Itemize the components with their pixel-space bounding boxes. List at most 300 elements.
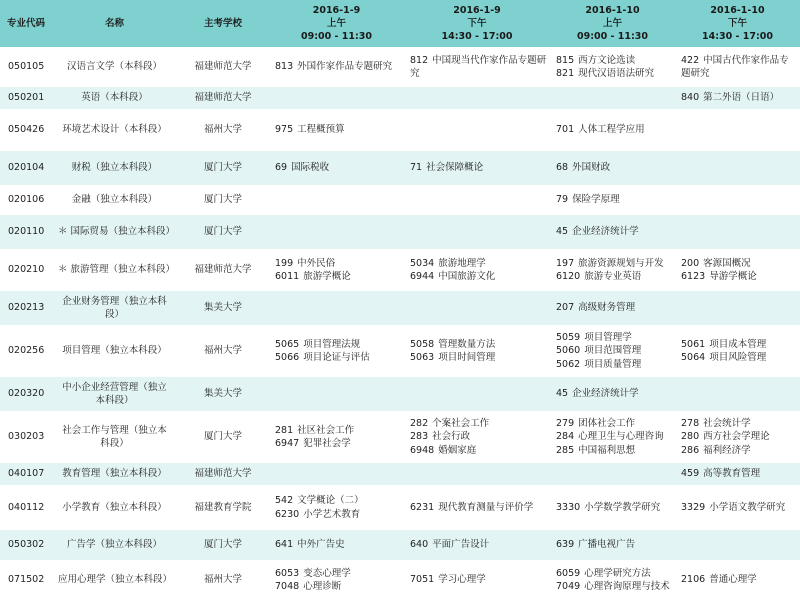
session-cell <box>269 325 404 377</box>
course-title: 保险学原理 <box>572 194 620 206</box>
session-cell <box>269 109 404 151</box>
session-cell <box>404 249 550 291</box>
course-entry <box>556 67 673 81</box>
course-title: 旅游专业英语 <box>584 271 642 282</box>
course-number: 6947 <box>275 438 300 449</box>
course-number: 5063 <box>410 352 435 363</box>
session-cell <box>550 463 675 485</box>
session-date: 2016-1-10 <box>585 5 640 16</box>
course-title: 项目管理学 <box>584 331 632 343</box>
major-name: 汉语言文学（本科段） <box>52 47 177 87</box>
course-entry <box>556 301 673 315</box>
course-number: 199 <box>275 257 294 269</box>
course-entry <box>556 430 673 444</box>
session-cell <box>550 109 675 151</box>
session-cell <box>675 249 800 291</box>
major-code: 050426 <box>0 109 52 151</box>
school-name: 厦门大学 <box>177 215 269 249</box>
course-entry <box>681 573 798 587</box>
course-title: 社会保障概论 <box>426 162 484 174</box>
course-entry <box>556 387 673 401</box>
course-title: 中外广告史 <box>297 539 345 551</box>
course-number: 641 <box>275 539 294 551</box>
course-number: 813 <box>275 61 294 73</box>
major-code: 040112 <box>0 485 52 530</box>
course-number: 280 <box>681 431 700 443</box>
course-entry <box>681 351 798 365</box>
course-title: 文学概论（二） <box>297 495 364 506</box>
session-cell <box>550 151 675 185</box>
course-title: 西方文论选读 <box>578 54 636 66</box>
course-title: 旅游地理学 <box>438 257 486 269</box>
course-entry <box>275 123 402 137</box>
schedule-body <box>0 47 800 600</box>
course-entry <box>275 508 402 522</box>
major-name: 企业财务管理（独立本科段） <box>52 291 177 325</box>
header-row <box>0 0 800 47</box>
course-title: 中外民俗 <box>297 257 336 269</box>
session-time: 14:30 - 17:00 <box>441 31 513 42</box>
course-number: 6120 <box>556 271 581 282</box>
course-entry <box>556 270 673 284</box>
course-title: 现代汉语语法研究 <box>578 68 655 79</box>
course-entry <box>275 338 402 352</box>
course-title: 学习心理学 <box>438 574 486 586</box>
course-title: 外国作家作品专题研究 <box>297 61 393 73</box>
school-name: 厦门大学 <box>177 151 269 185</box>
major-code: 020320 <box>0 377 52 411</box>
session-cell <box>404 325 550 377</box>
session-time: 09:00 - 11:30 <box>576 31 649 42</box>
course-number: 282 <box>410 417 429 429</box>
course-title: 现代教育测量与评价学 <box>438 501 534 513</box>
school-name: 福州大学 <box>177 560 269 600</box>
session-cell <box>404 185 550 215</box>
course-title: 心理卫生与心理咨询 <box>578 431 664 443</box>
major-name: 项目管理（独立本科段） <box>52 325 177 377</box>
course-title: 国际税收 <box>291 162 330 174</box>
course-number: 5066 <box>275 352 300 363</box>
course-entry <box>681 338 798 352</box>
course-number: 5058 <box>410 338 435 350</box>
session-cell <box>675 215 800 249</box>
course-entry <box>410 444 548 458</box>
major-code: 020210 <box>0 249 52 291</box>
major-code: 030203 <box>0 411 52 463</box>
course-number: 3330 <box>556 501 581 513</box>
school-name: 福建教育学院 <box>177 485 269 530</box>
session-cell <box>269 47 404 87</box>
course-number: 6948 <box>410 444 435 456</box>
course-title: 项目质量管理 <box>584 358 642 370</box>
session-cell <box>269 87 404 109</box>
major-name: 广告学（独立本科段） <box>52 530 177 560</box>
table-row <box>0 215 800 249</box>
course-number: 7051 <box>410 574 435 586</box>
table-row <box>0 325 800 377</box>
course-title: 外国财政 <box>572 162 611 174</box>
course-number: 286 <box>681 444 700 456</box>
school-name: 福建师范大学 <box>177 249 269 291</box>
course-entry <box>275 257 402 271</box>
course-entry <box>556 225 673 239</box>
major-name: 小学教育（独立本科段） <box>52 485 177 530</box>
major-name: 英语（本科段） <box>52 87 177 109</box>
course-number: 2106 <box>681 574 706 586</box>
course-title: 企业经济统计学 <box>572 388 639 400</box>
major-name: 财税（独立本科段） <box>52 151 177 185</box>
course-number: 283 <box>410 431 429 443</box>
course-title: 社区社会工作 <box>297 424 355 436</box>
session-cell <box>675 485 800 530</box>
course-entry <box>681 257 798 271</box>
course-number: 5034 <box>410 257 435 269</box>
course-title: 团体社会工作 <box>578 417 636 429</box>
course-number: 5062 <box>556 358 581 370</box>
school-name: 福州大学 <box>177 109 269 151</box>
course-title: 旅游资源规划与开发 <box>578 257 664 269</box>
course-title: 变态心理学 <box>303 567 351 579</box>
course-entry <box>275 580 402 594</box>
school-name: 厦门大学 <box>177 411 269 463</box>
major-name: ＊ 旅游管理（独立本科段） <box>52 249 177 291</box>
table-row <box>0 411 800 463</box>
session-cell <box>550 87 675 109</box>
course-title: 第二外语（日语） <box>703 92 780 104</box>
course-number: 68 <box>556 162 569 174</box>
course-title: 企业经济统计学 <box>572 226 639 238</box>
major-code: 020256 <box>0 325 52 377</box>
course-entry <box>556 331 673 345</box>
course-entry <box>556 193 673 207</box>
major-code: 050201 <box>0 87 52 109</box>
course-title: 中国古代作家作品专题研究 <box>681 54 789 79</box>
session-cell <box>404 291 550 325</box>
course-number: 975 <box>275 124 294 136</box>
session-date: 2016-1-10 <box>710 5 765 16</box>
course-title: 管理数量方法 <box>438 338 496 350</box>
session-cell <box>269 151 404 185</box>
major-name: 社会工作与管理（独立本科段） <box>52 411 177 463</box>
session-cell <box>269 560 404 600</box>
course-title: 社会统计学 <box>703 417 751 429</box>
course-entry <box>275 161 402 175</box>
course-entry <box>275 538 402 552</box>
session-time: 09:00 - 11:30 <box>300 31 373 42</box>
major-name: 中小企业经营管理（独立本科段） <box>52 377 177 411</box>
major-code: 020104 <box>0 151 52 185</box>
school-name: 福建师范大学 <box>177 87 269 109</box>
session-cell <box>269 249 404 291</box>
course-number: 812 <box>410 54 429 66</box>
major-code: 020106 <box>0 185 52 215</box>
course-number: 6123 <box>681 271 706 282</box>
course-entry <box>556 358 673 372</box>
course-title: 中国旅游文化 <box>438 271 496 282</box>
session-cell <box>675 325 800 377</box>
course-title: 项目管理法规 <box>303 338 361 350</box>
school-name: 福建师范大学 <box>177 47 269 87</box>
course-number: 422 <box>681 54 700 66</box>
course-number: 278 <box>681 417 700 429</box>
course-entry <box>556 444 673 458</box>
session-cell <box>269 463 404 485</box>
course-title: 小学语文教学研究 <box>709 501 786 513</box>
course-entry <box>556 417 673 431</box>
session-cell <box>550 411 675 463</box>
table-row <box>0 377 800 411</box>
course-entry <box>410 573 548 587</box>
course-entry <box>410 417 548 431</box>
session-cell <box>269 185 404 215</box>
course-number: 6011 <box>275 271 300 282</box>
session-cell <box>675 463 800 485</box>
course-entry <box>275 494 402 508</box>
course-title: 犯罪社会学 <box>303 438 351 449</box>
header-school: 主考学校 <box>177 0 269 47</box>
course-entry <box>681 91 798 105</box>
session-date: 2016-1-9 <box>312 5 361 16</box>
table-row <box>0 109 800 151</box>
session-cell <box>550 560 675 600</box>
course-entry <box>275 567 402 581</box>
course-number: 279 <box>556 417 575 429</box>
course-number: 701 <box>556 124 575 136</box>
course-entry <box>681 270 798 284</box>
course-title: 心理诊断 <box>303 581 342 592</box>
course-number: 6944 <box>410 271 435 282</box>
course-number: 197 <box>556 257 575 269</box>
table-row <box>0 291 800 325</box>
session-cell <box>675 377 800 411</box>
session-cell <box>675 560 800 600</box>
major-code: 050302 <box>0 530 52 560</box>
course-entry <box>410 538 548 552</box>
course-title: 项目风险管理 <box>709 352 767 363</box>
course-title: 中国现当代作家作品专题研究 <box>410 54 547 79</box>
course-entry <box>556 123 673 137</box>
header-session-3 <box>550 0 675 47</box>
course-number: 45 <box>556 226 569 238</box>
course-number: 459 <box>681 468 700 480</box>
session-cell <box>675 47 800 87</box>
course-number: 821 <box>556 68 575 79</box>
course-title: 工程概预算 <box>297 124 345 136</box>
course-number: 6231 <box>410 501 435 513</box>
course-number: 815 <box>556 54 575 66</box>
course-title: 个案社会工作 <box>432 417 490 429</box>
major-name: 教育管理（独立本科段） <box>52 463 177 485</box>
course-entry <box>681 501 798 515</box>
session-cell <box>269 291 404 325</box>
header-session-1 <box>269 0 404 47</box>
course-title: 高等教育管理 <box>703 468 761 480</box>
major-code: 020110 <box>0 215 52 249</box>
session-cell <box>404 47 550 87</box>
major-code: 020213 <box>0 291 52 325</box>
table-row <box>0 249 800 291</box>
course-number: 71 <box>410 162 423 174</box>
session-cell <box>550 47 675 87</box>
table-row <box>0 87 800 109</box>
course-title: 广播电视广告 <box>578 539 636 551</box>
course-entry <box>410 54 548 81</box>
course-number: 6053 <box>275 567 300 579</box>
course-entry <box>410 161 548 175</box>
course-entry <box>410 501 548 515</box>
course-number: 3329 <box>681 501 706 513</box>
session-cell <box>675 411 800 463</box>
course-title: 心理咨询原理与技术 <box>584 581 670 592</box>
session-cell <box>550 291 675 325</box>
course-entry <box>556 567 673 581</box>
course-entry <box>556 501 673 515</box>
session-cell <box>269 377 404 411</box>
session-cell <box>675 109 800 151</box>
session-cell <box>404 87 550 109</box>
session-cell <box>404 463 550 485</box>
course-number: 281 <box>275 424 294 436</box>
table-row <box>0 530 800 560</box>
course-entry <box>556 54 673 68</box>
session-cell <box>550 325 675 377</box>
course-title: 项目论证与评估 <box>303 352 370 363</box>
course-number: 6230 <box>275 508 300 520</box>
course-entry <box>556 580 673 594</box>
course-title: 人体工程学应用 <box>578 124 645 136</box>
course-entry <box>410 338 548 352</box>
course-title: 普通心理学 <box>709 574 757 586</box>
course-title: 导游学概论 <box>709 271 757 282</box>
course-title: 小学艺术教育 <box>303 508 361 520</box>
session-cell <box>269 530 404 560</box>
major-code: 071502 <box>0 560 52 600</box>
session-cell <box>404 215 550 249</box>
course-number: 7049 <box>556 581 581 592</box>
school-name: 集美大学 <box>177 377 269 411</box>
header-session-2 <box>404 0 550 47</box>
major-name: 环境艺术设计（本科段） <box>52 109 177 151</box>
table-row <box>0 151 800 185</box>
header-name: 名称 <box>52 0 177 47</box>
session-cell <box>404 485 550 530</box>
session-cell <box>404 377 550 411</box>
course-number: 640 <box>410 539 429 551</box>
course-number: 639 <box>556 539 575 551</box>
course-title: 高级财务管理 <box>578 302 636 314</box>
course-number: 69 <box>275 162 288 174</box>
course-title: 旅游学概论 <box>303 271 351 282</box>
header-session-4 <box>675 0 800 47</box>
course-entry <box>556 161 673 175</box>
course-title: 小学数学教学研究 <box>584 501 661 513</box>
session-cell <box>550 185 675 215</box>
course-number: 5065 <box>275 338 300 350</box>
session-cell <box>404 530 550 560</box>
course-title: 西方社会学理论 <box>703 431 770 443</box>
table-row <box>0 560 800 600</box>
session-cell <box>269 411 404 463</box>
course-number: 5061 <box>681 338 706 350</box>
course-title: 婚姻家庭 <box>438 444 477 456</box>
session-cell <box>675 530 800 560</box>
course-title: 心理学研究方法 <box>584 567 651 579</box>
course-number: 79 <box>556 194 569 206</box>
course-title: 项目成本管理 <box>709 338 767 350</box>
major-name: 应用心理学（独立本科段） <box>52 560 177 600</box>
course-entry <box>681 417 798 431</box>
course-number: 5059 <box>556 331 581 343</box>
course-entry <box>556 344 673 358</box>
session-cell <box>550 377 675 411</box>
course-number: 207 <box>556 302 575 314</box>
session-period: 上午 <box>326 18 346 29</box>
major-name: 金融（独立本科段） <box>52 185 177 215</box>
course-number: 45 <box>556 388 569 400</box>
course-entry <box>275 424 402 438</box>
session-period: 上午 <box>602 18 622 29</box>
course-entry <box>681 444 798 458</box>
table-row <box>0 463 800 485</box>
course-number: 285 <box>556 444 575 456</box>
course-entry <box>556 538 673 552</box>
course-entry <box>556 257 673 271</box>
course-entry <box>275 60 402 74</box>
school-name: 厦门大学 <box>177 530 269 560</box>
course-number: 840 <box>681 92 700 104</box>
course-entry <box>410 430 548 444</box>
course-number: 284 <box>556 431 575 443</box>
course-title: 客源国概况 <box>703 257 751 269</box>
course-title: 项目时间管理 <box>438 352 496 363</box>
course-number: 542 <box>275 495 294 506</box>
session-cell <box>550 249 675 291</box>
course-entry <box>681 430 798 444</box>
major-code: 040107 <box>0 463 52 485</box>
session-cell <box>404 411 550 463</box>
course-number: 200 <box>681 257 700 269</box>
course-entry <box>275 270 402 284</box>
course-entry <box>410 351 548 365</box>
table-row <box>0 185 800 215</box>
session-cell <box>675 185 800 215</box>
course-title: 项目范围管理 <box>584 345 642 357</box>
session-time: 14:30 - 17:00 <box>701 31 774 42</box>
session-cell <box>404 560 550 600</box>
course-number: 6059 <box>556 567 581 579</box>
major-name: ＊ 国际贸易（独立本科段） <box>52 215 177 249</box>
session-cell <box>404 109 550 151</box>
course-title: 平面广告设计 <box>432 539 490 551</box>
session-cell <box>269 485 404 530</box>
session-cell <box>675 87 800 109</box>
course-entry <box>275 351 402 365</box>
course-number: 5060 <box>556 345 581 357</box>
session-cell <box>404 151 550 185</box>
school-name: 厦门大学 <box>177 185 269 215</box>
school-name: 福建师范大学 <box>177 463 269 485</box>
course-entry <box>410 270 548 284</box>
course-number: 5064 <box>681 352 706 363</box>
session-cell <box>269 215 404 249</box>
session-cell <box>550 485 675 530</box>
course-entry <box>681 467 798 481</box>
course-title: 中国福利思想 <box>578 444 636 456</box>
session-period: 下午 <box>727 18 747 29</box>
session-cell <box>550 215 675 249</box>
session-period: 下午 <box>467 18 487 29</box>
school-name: 福州大学 <box>177 325 269 377</box>
